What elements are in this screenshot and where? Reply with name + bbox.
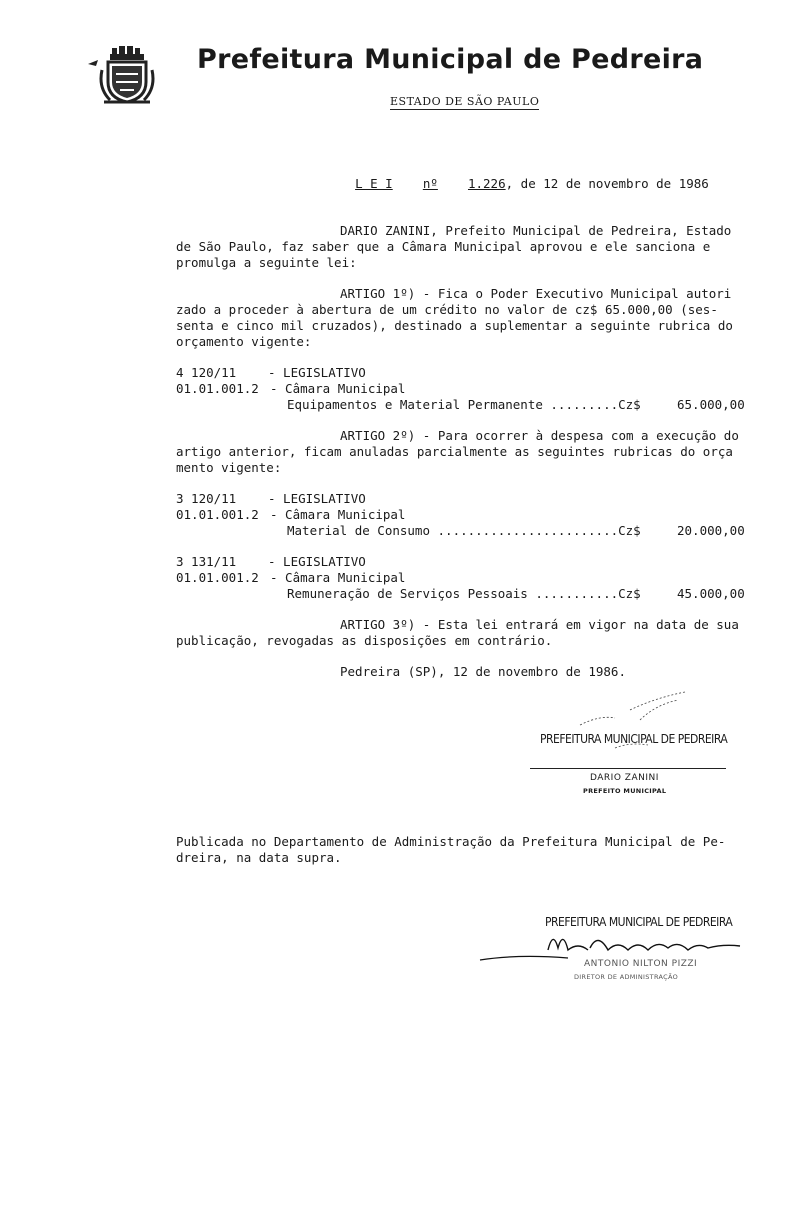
signature1-name: DARIO ZANINI bbox=[590, 773, 659, 783]
article1-line: orçamento vigente: bbox=[176, 334, 312, 349]
signature1-stamp: PREFEITURA MUNICIPAL DE PEDREIRA bbox=[540, 732, 728, 746]
signature2-stamp: PREFEITURA MUNICIPAL DE PEDREIRA bbox=[545, 915, 733, 929]
budget2-code2: 01.01.001.2 bbox=[176, 507, 259, 522]
law-date: , de 12 de novembro de 1986 bbox=[505, 176, 709, 191]
publication-line: dreira, na data supra. bbox=[176, 850, 342, 865]
law-word: L E I bbox=[355, 176, 393, 191]
budget3-amount: 45.000,00 bbox=[677, 586, 745, 601]
article3-line: ARTIGO 3º) - Esta lei entrará em vigor na data de sua bbox=[340, 617, 739, 632]
article2-line: ARTIGO 2º) - Para ocorrer à despesa com a execução do bbox=[340, 428, 739, 443]
budget3-label1: - LEGISLATIVO bbox=[268, 554, 366, 569]
budget1-code2: 01.01.001.2 bbox=[176, 381, 259, 396]
budget3-code2: 01.01.001.2 bbox=[176, 570, 259, 585]
law-number-label: nº bbox=[422, 176, 438, 191]
place-date: Pedreira (SP), 12 de novembro de 1986. bbox=[340, 664, 626, 679]
budget1-label1: - LEGISLATIVO bbox=[268, 365, 366, 380]
budget2-label2: - Câmara Municipal bbox=[270, 507, 406, 522]
budget3-item: Remuneração de Serviços Pessoais ...........Cz$ bbox=[287, 586, 641, 601]
budget2-item: Material de Consumo ........................Cz$ bbox=[287, 523, 641, 538]
signature1-line bbox=[530, 768, 726, 769]
signature2-name: ANTONIO NILTON PIZZI bbox=[584, 959, 698, 969]
article3-line: publicação, revogadas as disposições em contrário. bbox=[176, 633, 553, 648]
budget1-amount: 65.000,00 bbox=[677, 397, 745, 412]
budget1-label2: - Câmara Municipal bbox=[270, 381, 406, 396]
letterhead-title: Prefeitura Municipal de Pedreira bbox=[197, 44, 704, 75]
signature2-role: DIRETOR DE ADMINISTRAÇÃO bbox=[574, 973, 679, 981]
law-header bbox=[340, 160, 709, 192]
law-number: 1.226 bbox=[467, 176, 506, 191]
budget1-item: Equipamentos e Material Permanente .........Cz$ bbox=[287, 397, 641, 412]
budget1-code1: 4 120/11 bbox=[176, 365, 237, 380]
preamble-line: de São Paulo, faz saber que a Câmara Municipal aprovou e ele sanciona e bbox=[176, 239, 711, 254]
preamble-line: promulga a seguinte lei: bbox=[176, 255, 357, 270]
budget3-label2: - Câmara Municipal bbox=[270, 570, 406, 585]
article1-line: senta e cinco mil cruzados), destinado a suplementar a seguinte rubrica do bbox=[176, 318, 733, 333]
article2-line: artigo anterior, ficam anuladas parcialmente as seguintes rubricas do orça bbox=[176, 444, 733, 459]
letterhead-state: ESTADO DE SÃO PAULO bbox=[390, 95, 540, 108]
preamble-line: DARIO ZANINI, Prefeito Municipal de Pedreira, Estado bbox=[340, 223, 732, 238]
budget2-amount: 20.000,00 bbox=[677, 523, 745, 538]
publication-line: Publicada no Departamento de Administração da Prefeitura Municipal de Pe- bbox=[176, 834, 726, 849]
article2-line: mento vigente: bbox=[176, 460, 282, 475]
budget3-code1: 3 131/11 bbox=[176, 554, 237, 569]
article1-line: zado a proceder à abertura de um crédito no valor de cz$ 65.000,00 (ses- bbox=[176, 302, 718, 317]
article1-line: ARTIGO 1º) - Fica o Poder Executivo Municipal autori bbox=[340, 286, 732, 301]
budget2-label1: - LEGISLATIVO bbox=[268, 491, 366, 506]
coat-of-arms-icon bbox=[84, 44, 164, 106]
signature1-role: PREFEITO MUNICIPAL bbox=[583, 787, 667, 795]
budget2-code1: 3 120/11 bbox=[176, 491, 237, 506]
signature-scribble-1 bbox=[560, 690, 700, 760]
